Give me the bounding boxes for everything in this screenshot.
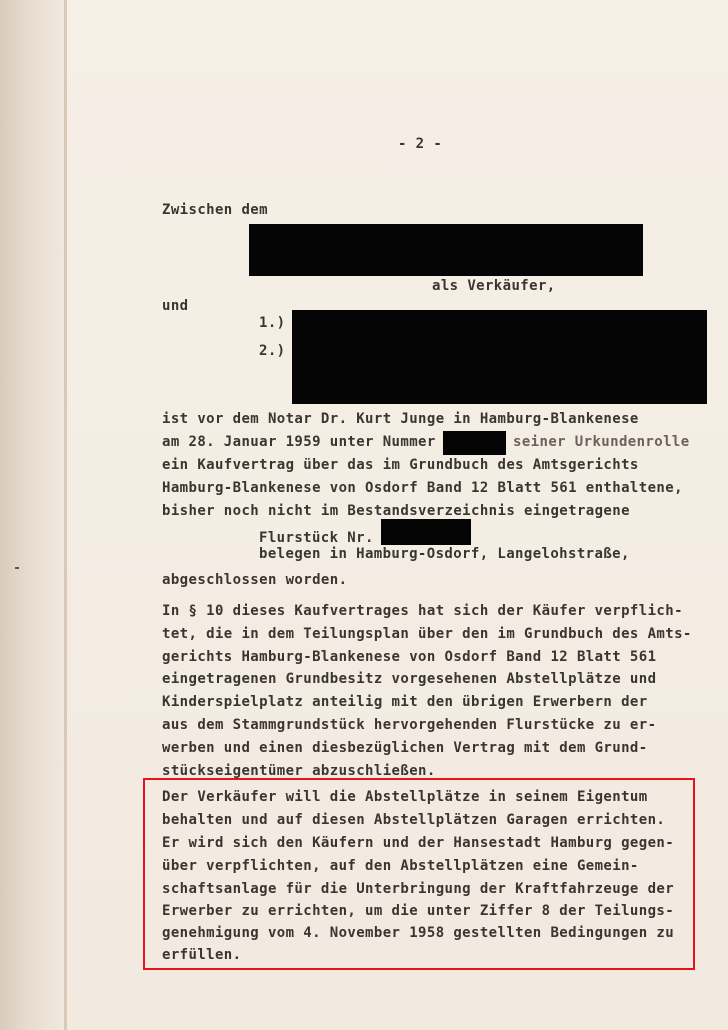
parcel-label: Flurstück Nr.: [259, 530, 374, 546]
redaction-buyers: [292, 310, 707, 404]
highlight-box: [143, 778, 695, 970]
paragraph1-line: am 28. Januar 1959 unter Nummer: [162, 434, 436, 450]
paragraph2-line: aus dem Stammgrundstück hervorgehenden Flurstücke zu er-: [162, 717, 657, 733]
paragraph3-line: erfüllen.: [162, 947, 242, 963]
paragraph2-line: gerichts Hamburg-Blankenese von Osdorf Band 12 Blatt 561: [162, 649, 657, 665]
paragraph1-line: seiner Urkundenrolle: [513, 434, 690, 450]
conjunction: und: [162, 298, 189, 314]
buyer-1-label: 1.): [259, 315, 286, 331]
paragraph1-line: ist vor dem Notar Dr. Kurt Junge in Hamburg-Blankenese: [162, 411, 639, 427]
redaction-number: [443, 431, 506, 455]
paragraph2-line: werben und einen diesbezüglichen Vertrag mit dem Grund-: [162, 740, 648, 756]
concluded-text: abgeschlossen worden.: [162, 572, 348, 588]
paragraph2-line: tet, die in dem Teilungsplan über den im Grundbuch des Amts-: [162, 626, 692, 642]
intro-text: Zwischen dem: [162, 202, 268, 218]
page-number: - 2 -: [398, 136, 443, 152]
buyer-2-label: 2.): [259, 343, 286, 359]
paragraph3-line: schaftsanlage für die Unterbringung der Kraftfahrzeuge der: [162, 881, 675, 897]
paragraph2-line: eingetragenen Grundbesitz vorgesehenen Abstellplätze und: [162, 671, 657, 687]
paragraph3-line: behalten und auf diesen Abstellplätzen Garagen errichten.: [162, 812, 666, 828]
parcel-location: belegen in Hamburg-Osdorf, Langelohstraße,: [259, 546, 630, 562]
paragraph3-line: Erwerber zu errichten, um die unter Ziffer 8 der Teilungs-: [162, 903, 675, 919]
paragraph3-line: Der Verkäufer will die Abstellplätze in seinem Eigentum: [162, 789, 648, 805]
paragraph2-line: stückseigentümer abzuschließen.: [162, 763, 436, 779]
paragraph1-line: Hamburg-Blankenese von Osdorf Band 12 Blatt 561 enthaltene,: [162, 480, 683, 496]
margin-mark: [15, 567, 19, 569]
paragraph3-line: über verpflichten, auf den Abstellplätzen eine Gemein-: [162, 858, 639, 874]
paragraph1-line: bisher noch nicht im Bestandsverzeichnis eingetragene: [162, 503, 630, 519]
seller-role: als Verkäufer,: [432, 278, 556, 294]
paragraph3-line: Er wird sich den Käufern und der Hansestadt Hamburg gegen-: [162, 835, 675, 851]
redaction-seller: [249, 224, 643, 276]
paragraph2-line: Kinderspielplatz anteilig mit den übrigen Erwerbern der: [162, 694, 648, 710]
paragraph2-line: In § 10 dieses Kaufvertrages hat sich der Käufer verpflich-: [162, 603, 683, 619]
paragraph1-line: ein Kaufvertrag über das im Grundbuch des Amtsgerichts: [162, 457, 639, 473]
previous-page-edge: [0, 0, 70, 1030]
redaction-parcel: [381, 519, 471, 545]
paragraph3-line: genehmigung vom 4. November 1958 gestellten Bedingungen zu: [162, 925, 675, 941]
